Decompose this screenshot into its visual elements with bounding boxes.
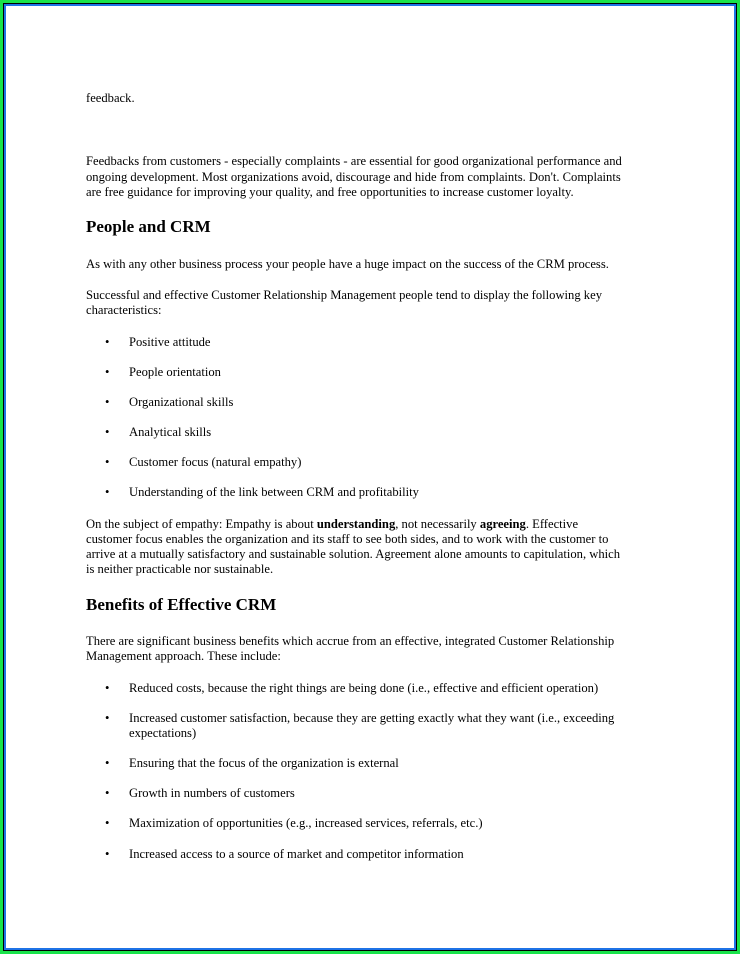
section-heading-benefits: Benefits of Effective CRM: [86, 595, 277, 614]
empathy-paragraph-line: customer focus enables the organization and its staff to see both sides, and to work with the customer to: [86, 532, 609, 546]
bullet: •: [105, 365, 110, 379]
bold-understanding: understanding: [316, 517, 396, 531]
feedback-paragraph-line: ongoing development. Most organizations avoid, discourage and hide from complaints. Don't. Complaints: [86, 170, 621, 184]
bullet: •: [105, 816, 110, 830]
list-item-continued: expectations): [129, 726, 197, 740]
bullet: •: [105, 711, 110, 725]
bullet: •: [105, 786, 110, 800]
paragraph-line: characteristics:: [86, 303, 162, 317]
text: , not necessarily: [395, 517, 480, 531]
bold-agreeing: agreeing: [479, 517, 526, 531]
bullet: •: [105, 756, 110, 770]
empathy-paragraph-line: arrive at a mutually satisfactory and sustainable solution. Agreement alone amounts to capitulation, which: [86, 547, 621, 561]
paragraph-line: Successful and effective Customer Relationship Management people tend to display the following key: [86, 288, 602, 302]
list-item: Reduced costs, because the right things are being done (i.e., effective and efficient operation): [129, 681, 599, 695]
list-item: Understanding of the link between CRM and profitability: [129, 485, 419, 499]
bullet: •: [105, 847, 110, 861]
bullet: •: [105, 455, 110, 469]
page-border-blue: [4, 4, 736, 950]
list-item: Growth in numbers of customers: [129, 786, 295, 800]
bullet: •: [105, 425, 110, 439]
list-item: Organizational skills: [129, 395, 234, 409]
bullet: •: [105, 485, 110, 499]
paragraph: As with any other business process your people have a huge impact on the success of the CRM process.: [86, 257, 609, 271]
bullet: •: [105, 395, 110, 409]
empathy-paragraph-line: is neither practicable nor sustainable.: [86, 562, 274, 576]
list-item: Positive attitude: [129, 335, 211, 349]
list-item: Increased access to a source of market and competitor information: [129, 847, 464, 861]
text: . Effective: [525, 517, 579, 531]
list-item: Analytical skills: [129, 425, 212, 439]
list-item: Maximization of opportunities (e.g., increased services, referrals, etc.): [129, 816, 483, 830]
list-item: Increased customer satisfaction, because they are getting exactly what they want (i.e., exceeding: [129, 711, 615, 725]
feedback-paragraph-line: are free guidance for improving your quality, and free opportunities to increase customer loyalty.: [86, 185, 574, 199]
paragraph-line: Management approach. These include:: [86, 649, 281, 663]
text: On the subject of empathy: Empathy is about: [86, 517, 317, 531]
paragraph-line: There are significant business benefits which accrue from an effective, integrated Customer Relationship: [86, 634, 615, 648]
empathy-paragraph-line: [86, 517, 578, 532]
intro-text: feedback.: [86, 91, 135, 105]
bullet: •: [105, 335, 110, 349]
list-item: Ensuring that the focus of the organization is external: [129, 756, 399, 770]
section-heading-people: People and CRM: [86, 217, 211, 236]
list-item: Customer focus (natural empathy): [129, 455, 302, 469]
list-item: People orientation: [129, 365, 221, 379]
feedback-paragraph-line: Feedbacks from customers - especially complaints - are essential for good organizational performance and: [86, 154, 622, 168]
bullet: •: [105, 681, 110, 695]
